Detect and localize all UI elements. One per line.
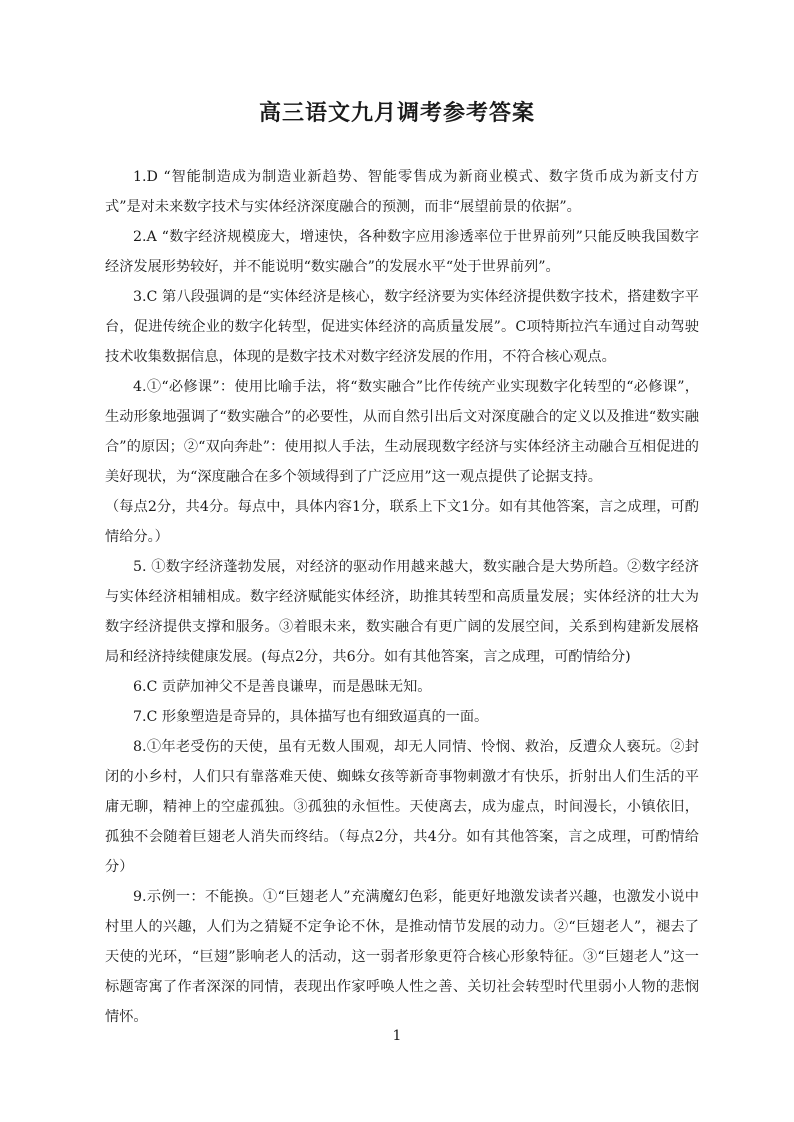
page-number: 1	[392, 1028, 402, 1044]
answer-paragraph-1: 1.D “智能制造成为制造业新趋势、智能零售成为新商业模式、数字货币成为新支付方式”是对未来数字技术与实体经济深度融合的预测，而非“展望前景的依据”。	[105, 169, 699, 215]
answer-paragraph-4: 4.①“必修课”：使用比喻手法，将“数实融合”比作传统产业实现数字化转型的“必修课”，生动形象地强调了“数实融合”的必要性，从而自然引出后文对深度融合的定义以及推进“数实融合”的原因；②“双向奔赴”：使用拟人手法，生动展现数字经济与实体经济主动融合互相促进的美好现状，为“深度融合在多个领域得到了广泛应用”这一观点提供了论据支持。	[105, 379, 699, 485]
answer-paragraph-2: 2.A “数字经济规模庞大，增速快，各种数字应用渗透率位于世界前列”只能反映我国数字经济发展形势较好，并不能说明“数实融合”的发展水平“处于世界前列”。	[105, 229, 699, 275]
answer-paragraph-6: 6.C 贡萨加神父不是善良谦卑，而是愚昧无知。	[133, 679, 432, 695]
scoring-note-4: （每点2分，共4分。每点中，具体内容1分，联系上下文1分。如有其他答案，言之成理，可酌情给分。）	[105, 499, 699, 545]
answer-paragraph-5: 5. ①数字经济蓬勃发展，对经济的驱动作用越来越大，数实融合是大势所趋。②数字经济与实体经济相辅相成。数字经济赋能实体经济，助推其转型和高质量发展；实体经济的壮大为数字经济提供支撑和服务。③着眼未来，数实融合有更广阔的发展空间，关系到构建新发展格局和经济持续健康发展。(每点2分，共6分。如有其他答案，言之成理，可酌情给分)	[105, 559, 699, 665]
page-title: 高三语文九月调考参考答案	[258, 100, 535, 126]
answer-paragraph-9: 9.示例一：不能换。①“巨翅老人”充满魔幻色彩，能更好地激发读者兴趣，也激发小说中村里人的兴趣，人们为之猜疑不定争论不休，是推动情节发展的动力。②“巨翅老人”，褪去了天使的光环，“巨翅”影响老人的活动，这一弱者形象更符合核心形象特征。③“巨翅老人”这一标题寄寓了作者深深的同情，表现出作家呼唤人性之善、关切社会转型时代里弱小人物的悲悯情怀。	[105, 889, 699, 1025]
answer-paragraph-8: 8.①年老受伤的天使，虽有无数人围观，却无人同情、怜悯、救治，反遭众人亵玩。②封闭的小乡村，人们只有靠落难天使、蜘蛛女孩等新奇事物刺激才有快乐，折射出人们生活的平庸无聊，精神上的空虚孤独。③孤独的永恒性。天使离去，成为虚点，时间漫长，小镇依旧，孤独不会随着巨翅老人消失而终结。（每点2分，共4分。如有其他答案，言之成理，可酌情给分）	[105, 739, 699, 875]
answer-paragraph-3: 3.C 第八段强调的是“实体经济是核心，数字经济要为实体经济提供数字技术，搭建数字平台，促进传统企业的数字化转型，促进实体经济的高质量发展”。C项特斯拉汽车通过自动驾驶技术收集数据信息，体现的是数字技术对数字经济发展的作用，不符合核心观点。	[105, 289, 699, 365]
answer-paragraph-7: 7.C 形象塑造是奇异的，具体描写也有细致逼真的一面。	[133, 709, 489, 725]
answer-body	[105, 162, 699, 1032]
